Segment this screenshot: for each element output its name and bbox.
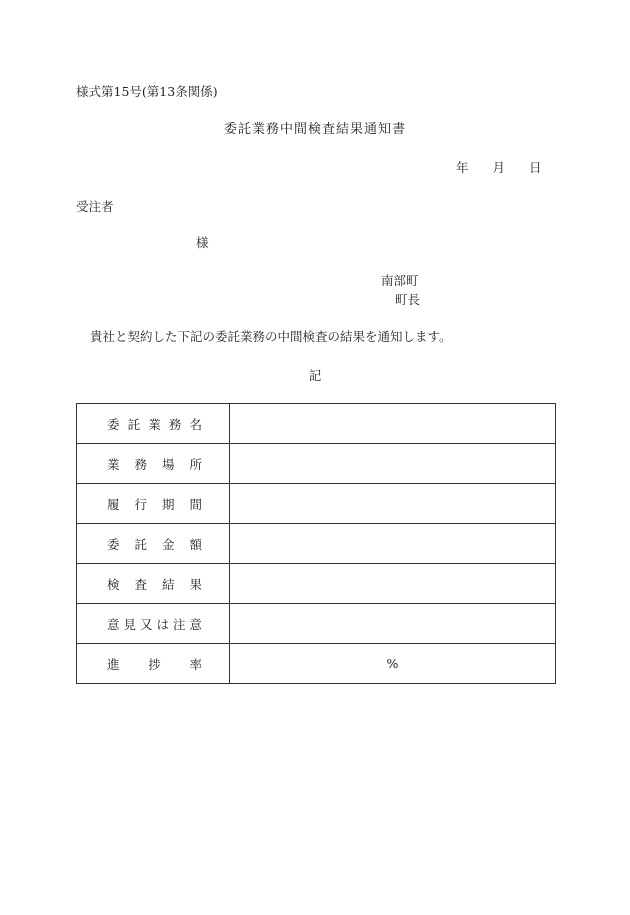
label-char: 務 <box>134 456 147 472</box>
row-label <box>77 615 229 633</box>
body-text: 貴社と契約した下記の委託業務の中間検査の結果を通知します。 <box>90 329 452 344</box>
label-char: 注 <box>172 616 186 632</box>
row-value <box>230 484 556 524</box>
row-label-cell <box>77 564 230 604</box>
label-char: 捗 <box>148 656 161 672</box>
label-char: 意 <box>189 616 202 632</box>
row-value <box>230 524 556 564</box>
row-label <box>77 495 229 513</box>
label-char: 託 <box>127 416 141 432</box>
label-char: 履 <box>107 496 120 512</box>
label-char: 所 <box>189 456 202 472</box>
label-char: 業 <box>148 416 161 432</box>
label-char: 場 <box>161 456 175 472</box>
label-char: 検 <box>107 576 120 592</box>
label-char: は <box>156 616 169 632</box>
label-char: 金 <box>161 536 175 552</box>
row-label <box>77 655 229 673</box>
label-char: 業 <box>107 456 120 472</box>
detail-table <box>76 403 556 684</box>
label-char: 進 <box>107 656 120 672</box>
table-row <box>77 404 556 444</box>
row-label <box>77 415 229 433</box>
table-row <box>77 604 556 644</box>
label-char: 期 <box>161 496 175 512</box>
table-row <box>77 484 556 524</box>
date-year: 年 <box>456 160 469 175</box>
ki-heading: 記 <box>308 368 322 383</box>
date-day: 日 <box>529 160 542 175</box>
label-char: 結 <box>161 576 175 592</box>
form-number: 様式第15号(第13条関係) <box>76 84 218 99</box>
row-label <box>77 575 229 593</box>
label-char: 委 <box>107 536 120 552</box>
label-char: 務 <box>168 416 182 432</box>
label-char: 託 <box>134 536 147 552</box>
row-label-cell <box>77 524 230 564</box>
label-char: 率 <box>189 656 202 672</box>
date-month: 月 <box>492 160 506 175</box>
label-char: 見 <box>123 616 136 632</box>
sender-title: 町長 <box>395 292 421 307</box>
row-label-cell <box>77 404 230 444</box>
row-label <box>77 535 229 553</box>
row-label-cell <box>77 444 230 484</box>
table-row <box>77 524 556 564</box>
row-value: % <box>230 644 556 684</box>
row-label-cell <box>77 644 230 684</box>
recipient-honorific: 様 <box>196 235 209 250</box>
label-char: 行 <box>134 496 147 512</box>
row-label-cell <box>77 604 230 644</box>
row-value <box>230 404 556 444</box>
row-label <box>77 455 229 473</box>
sender-town: 南部町 <box>381 273 419 288</box>
label-char: 額 <box>189 536 202 552</box>
date-line <box>456 160 542 176</box>
row-value <box>230 564 556 604</box>
label-char: 名 <box>189 416 202 432</box>
row-value <box>230 444 556 484</box>
recipient-label: 受注者 <box>76 199 114 214</box>
table-row <box>77 564 556 604</box>
label-char: 間 <box>189 496 202 512</box>
label-char: 委 <box>107 416 120 432</box>
label-char: 果 <box>189 576 202 592</box>
label-char: 査 <box>134 576 147 592</box>
row-value <box>230 604 556 644</box>
document-title: 委託業務中間検査結果通知書 <box>223 122 406 137</box>
table-row <box>77 644 556 684</box>
table-row <box>77 444 556 484</box>
row-label-cell <box>77 484 230 524</box>
label-char: 意 <box>107 616 120 632</box>
label-char: 又 <box>139 616 153 632</box>
